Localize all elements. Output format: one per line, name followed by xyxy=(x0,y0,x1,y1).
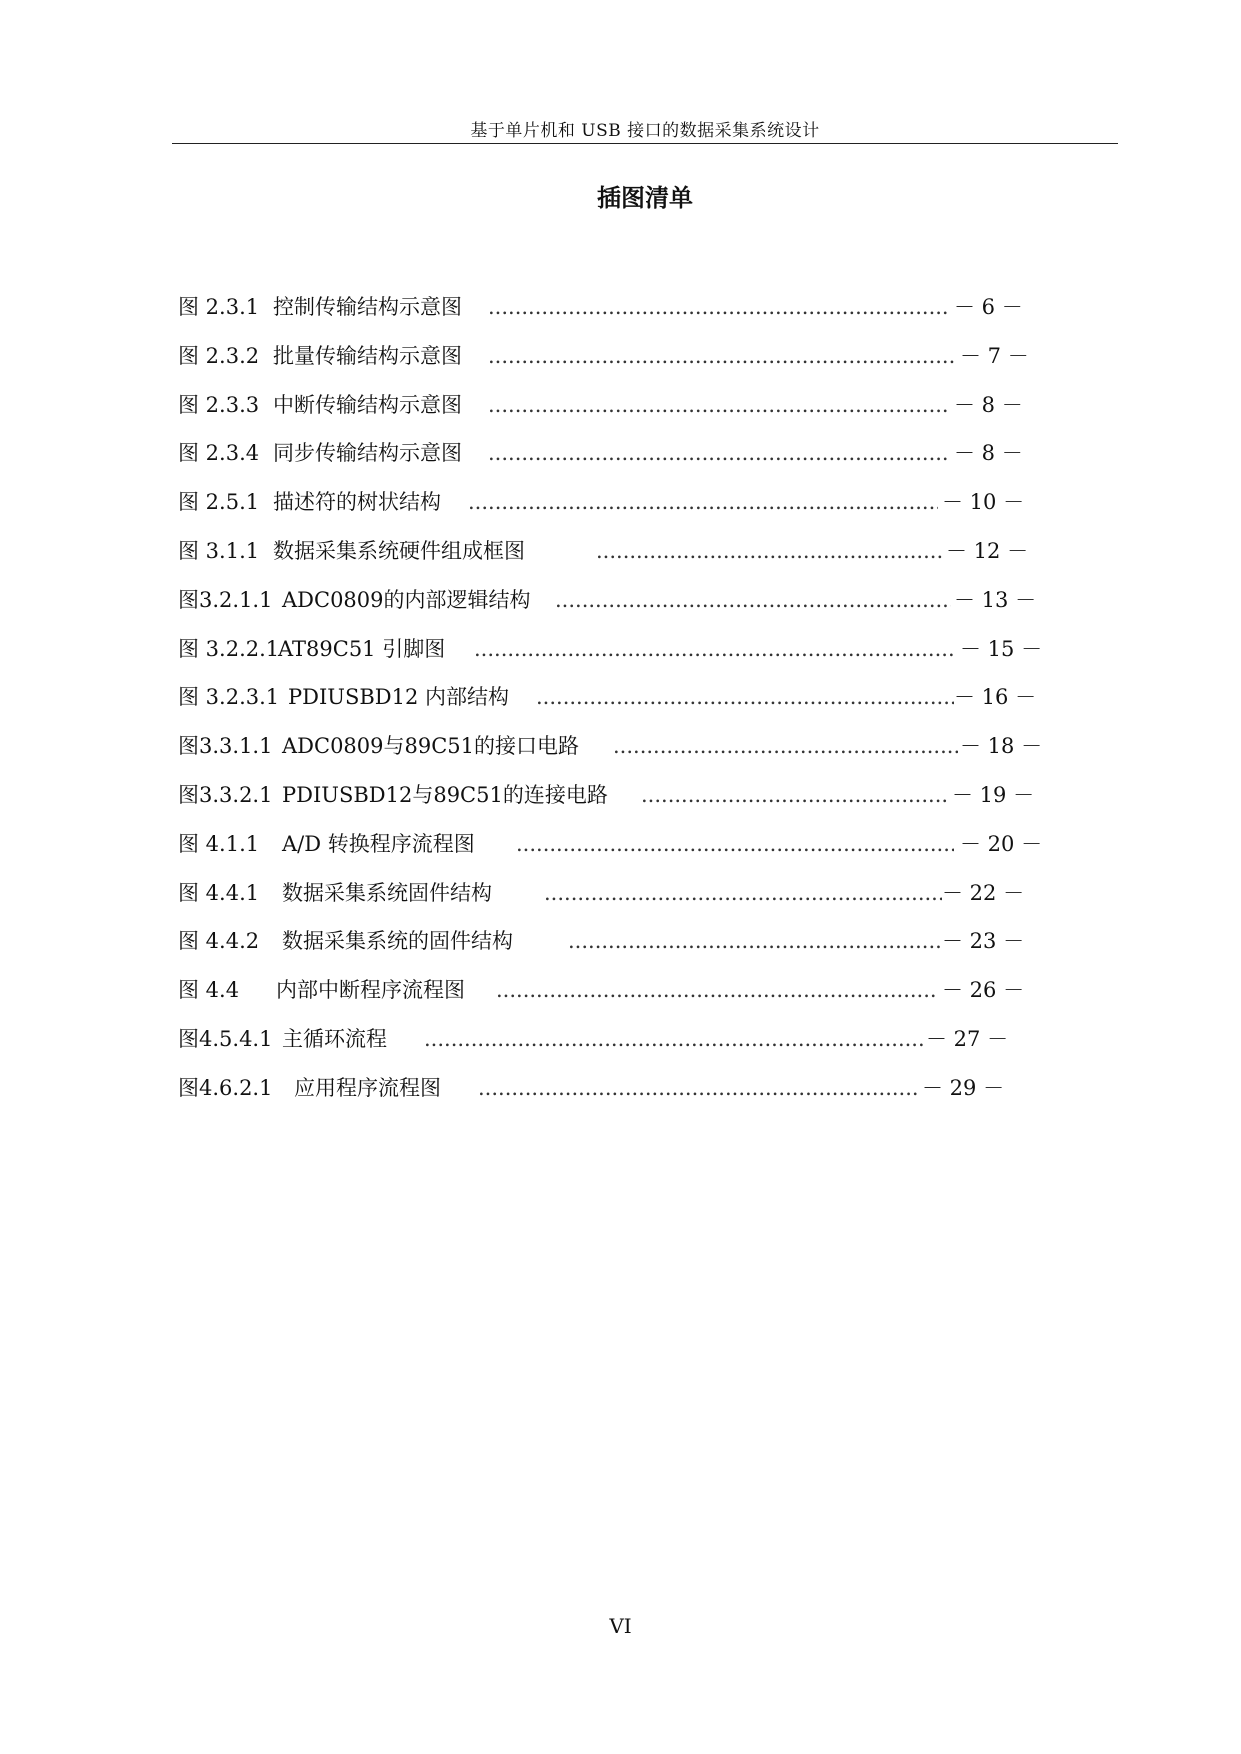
toc-figure-label: 图 2.5.1 xyxy=(178,490,260,515)
toc-entry[interactable] xyxy=(178,966,1138,1015)
toc-leader-dots xyxy=(613,722,958,771)
toc-leader-dots xyxy=(596,527,942,576)
toc-leader-dots xyxy=(474,625,954,674)
toc-figure-label: 图 3.2.3.1 xyxy=(178,685,280,710)
toc-figure-label: 图 4.4.1 xyxy=(178,880,260,905)
toc-figure-label: 图 3.1.1 xyxy=(178,538,260,563)
toc-leader-dots xyxy=(555,576,951,625)
toc-figure-label: 图 4.4.2 xyxy=(178,929,260,954)
toc-entry[interactable] xyxy=(178,722,1138,771)
toc-page-number: － 18 － xyxy=(960,734,1043,759)
toc-figure-caption: 批量传输结构示意图 xyxy=(273,343,462,368)
toc-figure-caption: 同步传输结构示意图 xyxy=(273,441,462,466)
toc-leader-dots xyxy=(488,429,950,478)
toc-page-number: － 8 － xyxy=(954,441,1023,466)
toc-figure-caption: 主循环流程 xyxy=(282,1026,387,1051)
toc-entry[interactable] xyxy=(178,917,1138,966)
toc-page-number: － 6 － xyxy=(954,295,1023,319)
toc-figure-label: 图 2.3.1 xyxy=(178,295,260,319)
toc-figure-label: 图3.3.2.1 xyxy=(178,782,273,807)
toc-figure-caption: ADC0809与89C51的接口电路 xyxy=(282,734,580,759)
header-rule xyxy=(172,143,1118,144)
toc-entry[interactable] xyxy=(178,576,1138,625)
toc-leader-dots xyxy=(488,283,950,332)
toc-figure-caption: ADC0809的内部逻辑结构 xyxy=(282,587,531,612)
toc-entry[interactable] xyxy=(178,429,1138,478)
toc-entry[interactable] xyxy=(178,673,1138,722)
toc-page-number: － 23 － xyxy=(942,929,1025,954)
toc-entry[interactable] xyxy=(178,820,1138,869)
toc-entry[interactable] xyxy=(178,527,1138,576)
figure-list xyxy=(178,283,1138,1113)
toc-entry[interactable] xyxy=(178,381,1138,430)
toc-page-number: － 20 － xyxy=(960,831,1043,856)
toc-entry[interactable] xyxy=(178,1015,1138,1064)
toc-page-number: － 27 － xyxy=(926,1026,1009,1051)
toc-figure-label: 图 4.4 xyxy=(178,978,240,1003)
toc-figure-label: 图3.3.1.1 xyxy=(178,734,273,759)
toc-figure-label: 图4.5.4.1 xyxy=(178,1026,273,1051)
toc-page-number: － 8 － xyxy=(954,392,1023,417)
toc-page-number: － 7 － xyxy=(960,343,1029,368)
page-title: 插图清单 xyxy=(597,184,693,212)
toc-figure-caption: 内部中断程序流程图 xyxy=(276,978,465,1003)
toc-figure-label: 图3.2.1.1 xyxy=(178,587,273,612)
toc-leader-dots xyxy=(488,332,954,381)
toc-page-number: － 15 － xyxy=(960,636,1043,661)
toc-leader-dots xyxy=(516,820,954,869)
toc-entry[interactable] xyxy=(178,869,1138,918)
toc-figure-label: 图 2.3.2 xyxy=(178,343,260,368)
toc-figure-caption: 应用程序流程图 xyxy=(294,1075,441,1100)
toc-leader-dots xyxy=(496,966,938,1015)
running-header: 基于单片机和 USB 接口的数据采集系统设计 xyxy=(470,121,820,141)
toc-figure-caption: PDIUSBD12与89C51的连接电路 xyxy=(282,782,608,807)
toc-figure-label: 图 3.2.2.1 xyxy=(178,636,280,661)
toc-leader-dots xyxy=(488,381,950,430)
toc-figure-caption: 数据采集系统固件结构 xyxy=(282,880,492,905)
toc-leader-dots xyxy=(568,917,942,966)
toc-figure-caption: 数据采集系统的固件结构 xyxy=(282,929,513,954)
toc-leader-dots xyxy=(536,673,954,722)
toc-entry[interactable] xyxy=(178,625,1138,674)
toc-entry[interactable] xyxy=(178,283,1138,332)
toc-page-number: － 16 － xyxy=(954,685,1037,710)
page-number: VI xyxy=(609,1614,632,1638)
toc-figure-label: 图 2.3.3 xyxy=(178,392,260,417)
toc-page-number: － 29 － xyxy=(922,1075,1005,1100)
toc-figure-caption: A/D 转换程序流程图 xyxy=(282,831,475,856)
toc-leader-dots xyxy=(641,771,947,820)
toc-leader-dots xyxy=(468,478,938,527)
toc-figure-caption: AT89C51 引脚图 xyxy=(278,636,446,661)
toc-leader-dots xyxy=(544,869,942,918)
toc-figure-label: 图 4.1.1 xyxy=(178,831,260,856)
toc-entry[interactable] xyxy=(178,771,1138,820)
toc-figure-caption: 描述符的树状结构 xyxy=(273,490,441,515)
toc-page-number: － 13 － xyxy=(954,587,1037,612)
toc-entry[interactable] xyxy=(178,1064,1138,1113)
toc-figure-caption: 控制传输结构示意图 xyxy=(273,295,462,319)
toc-entry[interactable] xyxy=(178,478,1138,527)
toc-page-number: － 19 － xyxy=(952,782,1035,807)
toc-leader-dots xyxy=(424,1015,924,1064)
toc-leader-dots xyxy=(478,1064,918,1113)
toc-figure-label: 图 2.3.4 xyxy=(178,441,260,466)
toc-page-number: － 22 － xyxy=(942,880,1025,905)
toc-figure-caption: PDIUSBD12 内部结构 xyxy=(288,685,510,710)
toc-figure-caption: 中断传输结构示意图 xyxy=(273,392,462,417)
toc-entry[interactable] xyxy=(178,332,1138,381)
toc-page-number: － 26 － xyxy=(942,978,1025,1003)
toc-page-number: － 10 － xyxy=(942,490,1025,515)
toc-figure-label: 图4.6.2.1 xyxy=(178,1075,273,1100)
toc-page-number: － 12 － xyxy=(946,538,1029,563)
toc-figure-caption: 数据采集系统硬件组成框图 xyxy=(273,538,525,563)
